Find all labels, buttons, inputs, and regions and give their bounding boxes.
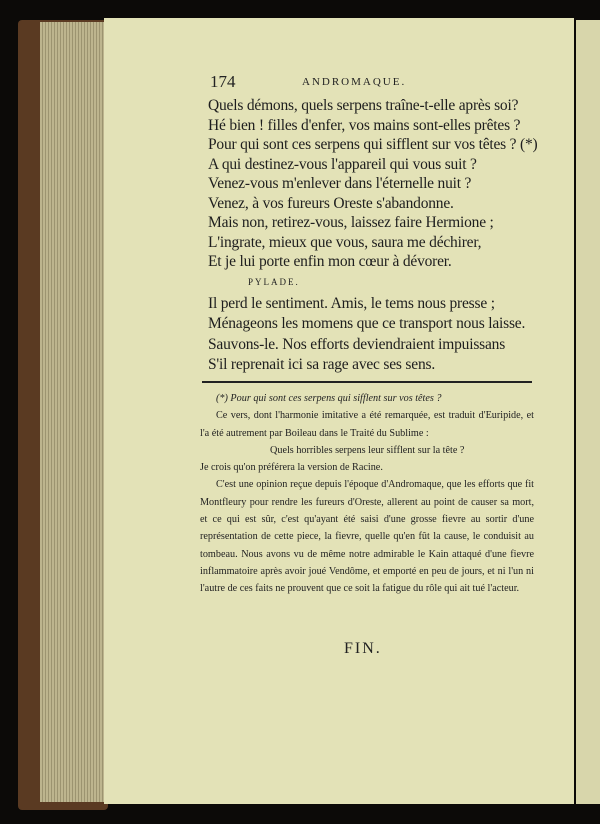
running-title: ANDROMAQUE. — [302, 76, 407, 88]
verse-line: Venez, à vos fureurs Oreste s'abandonne. — [208, 194, 454, 212]
page-edges — [40, 22, 106, 802]
verse-line: Quels démons, quels serpens traîne-t-elle après soi? — [208, 97, 519, 114]
book-page — [104, 18, 574, 804]
verse-line: Il perd le sentiment. Amis, le tems nous presse ; — [208, 295, 495, 312]
verse-line: Mais non, retirez-vous, laissez faire Hermione ; — [208, 214, 494, 231]
facing-page — [576, 20, 600, 804]
page-number: 174 — [210, 72, 236, 91]
footnote — [200, 390, 534, 598]
speaker-name: PYLADE. — [248, 277, 300, 287]
verses-orestes — [208, 96, 538, 272]
page-header — [210, 72, 540, 94]
footnote-paragraph: Je crois qu'on préférera la version de Racine. — [200, 462, 383, 474]
footnote-paragraph: Ce vers, dont l'harmonie imitative a été remarquée, est traduit d'Euripide, et l'a été autrement par Boileau dans le Traité du Sublime : — [200, 410, 534, 439]
verse-line: S'il reprenait ici sa rage avec ses sens. — [208, 355, 436, 373]
end-mark: FIN. — [344, 640, 382, 657]
verse-line: Hé bien ! filles d'enfer, vos mains sont-elles prêtes ? — [208, 116, 521, 134]
verse-line: Venez-vous m'enlever dans l'éternelle nuit ? — [208, 175, 472, 192]
footnote-ref: (*) Pour qui sont ces serpens qui sifflent sur vos têtes ? — [216, 393, 442, 404]
verse-line: Et je lui porte enfin mon cœur à dévorer. — [208, 253, 452, 270]
footnote-rule — [202, 381, 532, 383]
verse-line: Sauvons-le. Nos efforts deviendraient impuissans — [208, 335, 506, 353]
footnote-paragraph: C'est une opinion reçue depuis l'époque d'Andromaque, que les efforts que fit Montfleury pour rendre les fureurs d'Oreste, allerent au point de causer sa mort, et ce qui est sûr, c'est qu'ayant été saisi d'une grosse fievre au sortir d'une représentation de cette piece, la fievre, quelle qu'en fût la cause, le conduisit au tombeau. Nous avons vu de même notre admirable le Kain attaqué d'une fievre inflammatoire après avoir joué Vendôme, et emporté en peu de jours, et ni l'un ni l'autre de ces faits ne prouvent que ce soit la fatigue du rôle qui ait tué l'acteur. — [200, 479, 534, 595]
verse-line: A qui destinez-vous l'appareil qui vous suit ? — [208, 155, 477, 173]
verse-line: L'ingrate, mieux que vous, saura me déchirer, — [208, 233, 482, 251]
verse-line: Ménageons les momens que ce transport nous laisse. — [208, 315, 526, 333]
verse-line: Pour qui sont ces serpens qui sifflent sur vos têtes ? (*) — [208, 136, 538, 153]
footnote-quote: Quels horribles serpens leur sifflent sur la tête ? — [270, 444, 465, 456]
verses-pylade — [208, 294, 525, 375]
